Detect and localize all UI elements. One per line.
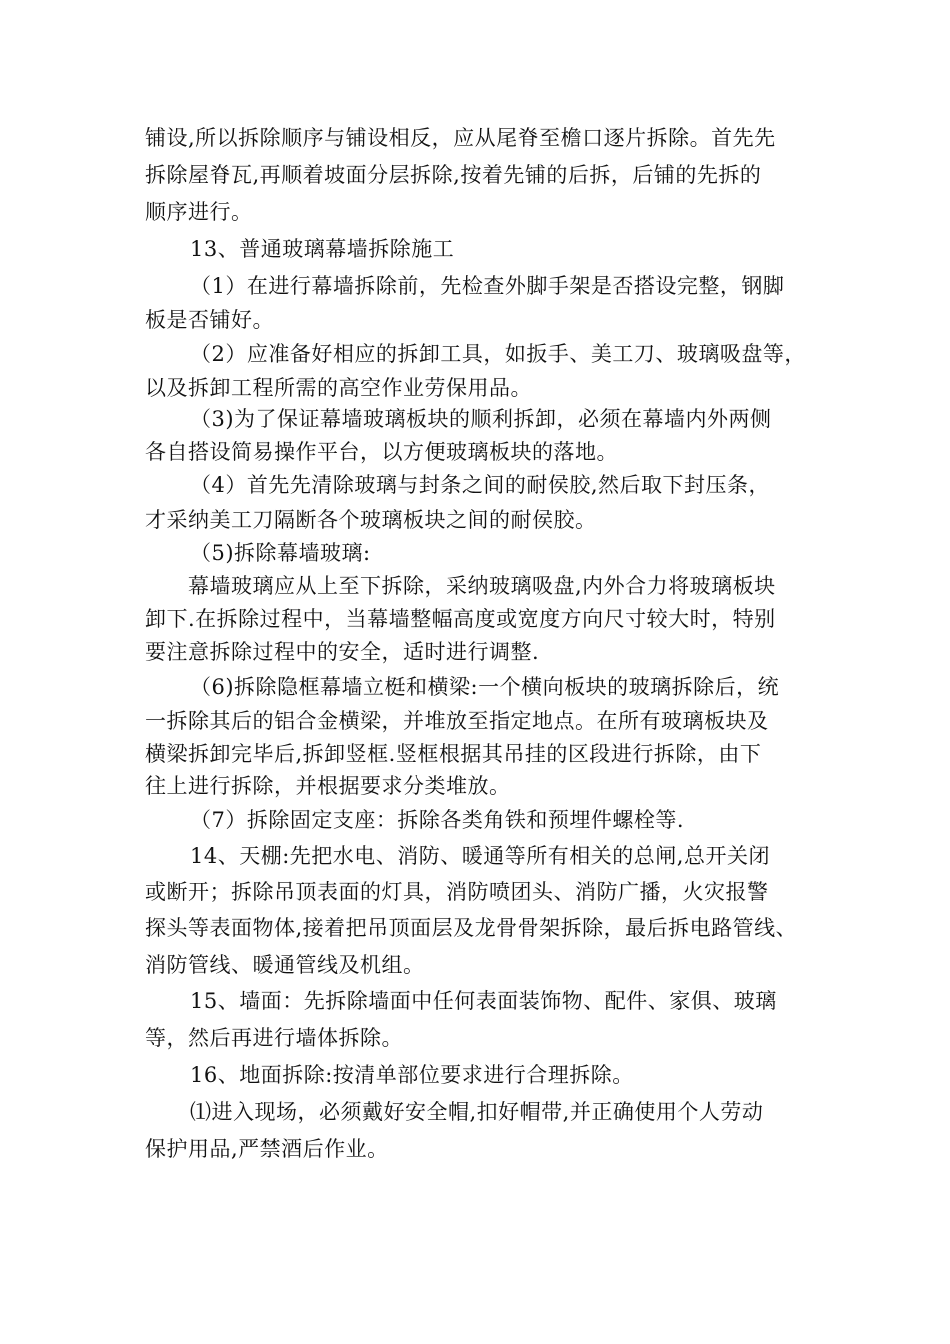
text-line: 才采纳美工刀隔断各个玻璃板块之间的耐侯胶。: [145, 508, 597, 532]
section-heading-16: 16、地面拆除:按清单部位要求进行合理拆除。: [190, 1063, 634, 1087]
text-line: 幕墙玻璃应从上至下拆除，采纳玻璃吸盘,内外合力将玻璃板块: [188, 574, 776, 598]
text-line: 铺设,所以拆除顺序与铺设相反，应从尾脊至檐口逐片拆除。首先先: [145, 126, 776, 150]
section-heading-14: 14、天棚:先把水电、消防、暖通等所有相关的总闸,总开关闭: [190, 844, 770, 868]
section-heading-13: 13、普通玻璃幕墙拆除施工: [190, 237, 455, 261]
text-line: （6)拆除隐框幕墙立梃和横梁:一个横向板块的玻璃拆除后，统: [190, 675, 780, 699]
text-line: 板是否铺好。: [145, 308, 274, 332]
text-line: 保护用品,严禁酒后作业。: [145, 1137, 389, 1161]
text-line: 卸下.在拆除过程中，当幕墙整幅高度或宽度方向尺寸较大时，特别: [145, 607, 776, 631]
text-line: （3)为了保证幕墙玻璃板块的顺利拆卸，必须在幕墙内外两侧: [190, 407, 772, 431]
text-line: （5)拆除幕墙玻璃:: [190, 541, 371, 565]
text-line: 消防管线、暖通管线及机组。: [145, 953, 425, 977]
text-line: 往上进行拆除，并根据要求分类堆放。: [145, 774, 511, 798]
text-line: 横梁拆卸完毕后,拆卸竖框.竖框根据其吊挂的区段进行拆除，由下: [145, 742, 762, 766]
text-line: 探头等表面物体,接着把吊顶面层及龙骨骨架拆除，最后拆电路管线、: [145, 916, 798, 940]
text-line: 等，然后再进行墙体拆除。: [145, 1026, 403, 1050]
text-line: 或断开；拆除吊顶表面的灯具，消防喷团头、消防广播，火灾报警: [145, 880, 769, 904]
text-line: （1）在进行幕墙拆除前，先检查外脚手架是否搭设完整，钢脚: [190, 274, 785, 298]
text-line: ⑴进入现场，必须戴好安全帽,扣好帽带,并正确使用个人劳动: [190, 1100, 764, 1124]
text-line: （7）拆除固定支座：拆除各类角铁和预埋件螺栓等.: [190, 808, 685, 832]
text-line: 以及拆卸工程所需的高空作业劳保用品。: [145, 376, 532, 400]
text-line: 顺序进行。: [145, 200, 253, 224]
text-line: 各自搭设简易操作平台，以方便玻璃板块的落地。: [145, 440, 618, 464]
text-line: 拆除屋脊瓦,再顺着坡面分层拆除,按着先铺的后拆，后铺的先拆的: [145, 163, 762, 187]
text-line: （2）应准备好相应的拆卸工具，如扳手、美工刀、玻璃吸盘等，: [190, 342, 806, 366]
text-line: （4）首先先清除玻璃与封条之间的耐侯胶,然后取下封压条，: [190, 473, 771, 497]
text-line: 一拆除其后的铝合金横梁，并堆放至指定地点。在所有玻璃板块及: [145, 709, 769, 733]
text-line: 要注意拆除过程中的安全，适时进行调整.: [145, 640, 540, 664]
section-heading-15: 15、墙面：先拆除墙面中任何表面装饰物、配件、家俱、玻璃: [190, 989, 777, 1013]
